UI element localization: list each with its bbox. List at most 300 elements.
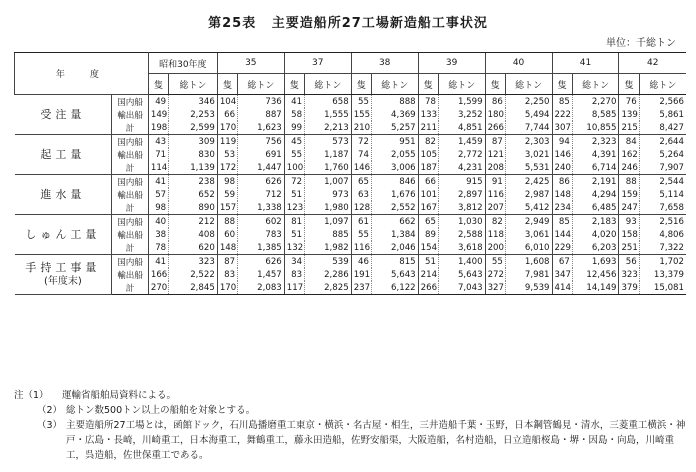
tonnage-cell: 2,544 — [639, 175, 686, 189]
ship-count-cell: 61 — [351, 215, 371, 229]
ship-count-cell: 78 — [418, 95, 438, 109]
tonnage-cell: 1,599 — [438, 95, 485, 109]
ship-count-cell: 270 — [148, 281, 168, 295]
ship-count-cell: 71 — [148, 148, 168, 161]
tonnage-header: 総トン — [438, 74, 485, 95]
note-item — [14, 403, 686, 418]
category-label — [15, 255, 112, 295]
ship-count-cell: 88 — [619, 175, 639, 189]
ship-count-cell: 170 — [217, 281, 237, 295]
tonnage-cell: 7,043 — [438, 281, 485, 295]
ship-count-cell: 327 — [485, 281, 505, 295]
tonnage-cell: 620 — [169, 241, 218, 255]
tonnage-cell: 3,618 — [438, 241, 485, 255]
tonnage-cell: 1,980 — [305, 201, 352, 215]
tonnage-cell: 1,385 — [238, 241, 285, 255]
ship-count-cell: 100 — [284, 161, 304, 175]
ship-count-cell: 81 — [284, 215, 304, 229]
tonnage-cell: 2,566 — [639, 95, 686, 109]
table-title-text: 主要造船所27工場新造船工事状況 — [271, 16, 488, 31]
note-key: （2） — [36, 405, 62, 416]
ship-count-cell: 119 — [217, 135, 237, 149]
tonnage-cell: 2,253 — [169, 108, 218, 121]
category-label — [15, 215, 112, 255]
sub-label: 計 — [112, 241, 149, 255]
table-row — [15, 268, 687, 281]
ship-count-cell: 170 — [217, 121, 237, 135]
ship-count-cell: 180 — [485, 108, 505, 121]
ship-count-cell: 65 — [351, 175, 371, 189]
ship-count-cell: 87 — [485, 135, 505, 149]
ship-count-cell: 98 — [217, 175, 237, 189]
ship-count-cell: 87 — [217, 255, 237, 269]
ship-count-cell: 166 — [148, 268, 168, 281]
sub-label: 輸出船 — [112, 228, 149, 241]
ship-count-cell: 85 — [552, 95, 572, 109]
ship-count-cell: 38 — [148, 228, 168, 241]
tonnage-cell: 15,081 — [639, 281, 686, 295]
ship-count-cell: 222 — [552, 108, 572, 121]
tonnage-cell: 14,149 — [572, 281, 619, 295]
ship-count-cell: 148 — [552, 188, 572, 201]
tonnage-cell: 4,851 — [438, 121, 485, 135]
year-header: 38 — [351, 53, 418, 74]
tonnage-header: 総トン — [169, 74, 218, 95]
tonnage-cell: 602 — [238, 215, 285, 229]
tonnage-cell: 1,139 — [169, 161, 218, 175]
ship-count-cell: 207 — [485, 201, 505, 215]
tonnage-cell: 4,231 — [438, 161, 485, 175]
ship-count-cell: 307 — [552, 121, 572, 135]
tonnage-cell: 2,588 — [438, 228, 485, 241]
year-header: 42 — [619, 53, 686, 74]
ship-count-cell: 214 — [418, 268, 438, 281]
note-item — [14, 418, 686, 463]
ship-count-cell: 43 — [148, 135, 168, 149]
sub-label: 計 — [112, 201, 149, 215]
tonnage-cell: 4,369 — [371, 108, 418, 121]
tonnage-cell: 212 — [169, 215, 218, 229]
sub-label: 国内船 — [112, 255, 149, 269]
sub-label: 輸出船 — [112, 148, 149, 161]
tonnage-cell: 915 — [438, 175, 485, 189]
sub-label: 計 — [112, 121, 149, 135]
tonnage-cell: 5,257 — [371, 121, 418, 135]
tonnage-cell: 6,714 — [572, 161, 619, 175]
tonnage-cell: 951 — [371, 135, 418, 149]
tonnage-cell: 4,294 — [572, 188, 619, 201]
category-label-text: 起工量 — [40, 148, 86, 161]
tonnage-cell: 2,552 — [371, 201, 418, 215]
note-text: 総トン数500トン以上の船舶を対象とする。 — [66, 405, 256, 416]
ship-count-cell: 149 — [148, 108, 168, 121]
tonnage-cell: 4,391 — [572, 148, 619, 161]
tonnage-cell: 408 — [169, 228, 218, 241]
tonnage-cell: 2,425 — [505, 175, 552, 189]
tonnage-cell: 5,264 — [639, 148, 686, 161]
category-label — [15, 135, 112, 175]
tonnage-cell: 2,644 — [639, 135, 686, 149]
ship-count-cell: 34 — [284, 255, 304, 269]
tonnage-cell: 309 — [169, 135, 218, 149]
ship-count-cell: 82 — [418, 135, 438, 149]
ship-count-cell: 76 — [619, 95, 639, 109]
ship-count-cell: 121 — [485, 148, 505, 161]
year-header-row — [15, 53, 687, 74]
table-row — [15, 121, 687, 135]
ship-count-cell: 208 — [485, 161, 505, 175]
sub-label: 計 — [112, 281, 149, 295]
ship-count-cell: 146 — [351, 161, 371, 175]
ship-count-cell: 157 — [217, 201, 237, 215]
table-row — [15, 201, 687, 215]
tonnage-cell: 346 — [169, 95, 218, 109]
table-row — [15, 228, 687, 241]
ship-count-cell: 105 — [418, 148, 438, 161]
table-title — [0, 12, 696, 31]
tonnage-cell: 3,006 — [371, 161, 418, 175]
ship-count-cell: 91 — [485, 175, 505, 189]
note-key: （3） — [36, 420, 62, 431]
ship-count-cell: 116 — [351, 241, 371, 255]
ship-count-cell: 84 — [619, 135, 639, 149]
tonnage-cell: 6,485 — [572, 201, 619, 215]
tonnage-cell: 1,555 — [305, 108, 352, 121]
ship-count-cell: 133 — [418, 108, 438, 121]
table-row — [15, 95, 687, 109]
tonnage-cell: 539 — [305, 255, 352, 269]
ship-count-cell: 51 — [284, 228, 304, 241]
ship-count-cell: 123 — [284, 201, 304, 215]
ship-count-cell: 198 — [148, 121, 168, 135]
tonnage-cell: 1,623 — [238, 121, 285, 135]
ship-count-cell: 78 — [148, 241, 168, 255]
tonnage-cell: 6,122 — [371, 281, 418, 295]
category-label-note: (年度末) — [44, 276, 82, 287]
count-header: 隻 — [284, 74, 304, 95]
ship-count-cell: 94 — [552, 135, 572, 149]
tonnage-cell: 2,250 — [505, 95, 552, 109]
ship-count-cell: 72 — [351, 135, 371, 149]
sub-label: 輸出船 — [112, 268, 149, 281]
table-row — [15, 108, 687, 121]
count-header: 隻 — [619, 74, 639, 95]
ship-count-cell: 41 — [148, 175, 168, 189]
tonnage-cell: 6,010 — [505, 241, 552, 255]
ship-count-cell: 211 — [418, 121, 438, 135]
ship-count-cell: 82 — [485, 215, 505, 229]
tonnage-cell: 1,007 — [305, 175, 352, 189]
unit-label: 単位：千総トン — [606, 38, 676, 49]
sub-label: 計 — [112, 161, 149, 175]
table-row — [15, 281, 687, 295]
tonnage-cell: 5,412 — [505, 201, 552, 215]
ship-count-cell: 187 — [418, 161, 438, 175]
count-header: 隻 — [552, 74, 572, 95]
ship-count-cell: 117 — [284, 281, 304, 295]
ship-count-cell: 251 — [619, 241, 639, 255]
count-header: 隻 — [418, 74, 438, 95]
ship-count-cell: 237 — [351, 281, 371, 295]
ship-count-cell: 51 — [284, 188, 304, 201]
tonnage-cell: 1,982 — [305, 241, 352, 255]
table-row — [15, 135, 687, 149]
tonnage-cell: 2,055 — [371, 148, 418, 161]
tonnage-cell: 3,252 — [438, 108, 485, 121]
ship-count-cell: 86 — [485, 95, 505, 109]
tonnage-cell: 2,046 — [371, 241, 418, 255]
sub-label: 国内船 — [112, 215, 149, 229]
ship-count-cell: 88 — [217, 215, 237, 229]
ship-count-cell: 55 — [351, 228, 371, 241]
tonnage-cell: 1,338 — [238, 201, 285, 215]
ship-count-cell: 65 — [418, 215, 438, 229]
tonnage-cell: 626 — [238, 175, 285, 189]
table-row — [15, 188, 687, 201]
ship-count-cell: 51 — [418, 255, 438, 269]
table-row — [15, 148, 687, 161]
category-label-text: 手持工事量 — [25, 261, 101, 274]
ship-count-cell: 56 — [619, 255, 639, 269]
tonnage-cell: 1,457 — [238, 268, 285, 281]
tonnage-cell: 13,379 — [639, 268, 686, 281]
tonnage-cell: 5,643 — [438, 268, 485, 281]
tonnage-cell: 830 — [169, 148, 218, 161]
tonnage-cell: 5,861 — [639, 108, 686, 121]
sub-label: 輸出船 — [112, 188, 149, 201]
tonnage-cell: 2,772 — [438, 148, 485, 161]
tonnage-header: 総トン — [505, 74, 552, 95]
tonnage-cell: 2,191 — [572, 175, 619, 189]
ship-count-cell: 247 — [619, 201, 639, 215]
tonnage-cell: 1,702 — [639, 255, 686, 269]
tonnage-cell: 10,855 — [572, 121, 619, 135]
ship-count-cell: 132 — [284, 241, 304, 255]
ship-count-cell: 98 — [148, 201, 168, 215]
shipbuilding-table — [14, 52, 686, 295]
tonnage-cell: 7,907 — [639, 161, 686, 175]
ship-count-cell: 146 — [552, 148, 572, 161]
ship-count-cell: 323 — [619, 268, 639, 281]
table-row — [15, 255, 687, 269]
tonnage-cell: 7,744 — [505, 121, 552, 135]
ship-count-cell: 104 — [217, 95, 237, 109]
ship-count-cell: 128 — [351, 201, 371, 215]
tonnage-cell: 5,531 — [505, 161, 552, 175]
ship-count-cell: 240 — [552, 161, 572, 175]
notes — [14, 388, 686, 463]
ship-count-cell: 379 — [619, 281, 639, 295]
ship-count-cell: 83 — [284, 268, 304, 281]
count-header: 隻 — [485, 74, 505, 95]
tonnage-cell: 658 — [305, 95, 352, 109]
ship-count-cell: 46 — [351, 255, 371, 269]
ship-count-cell: 101 — [418, 188, 438, 201]
tonnage-cell: 652 — [169, 188, 218, 201]
ship-count-cell: 266 — [418, 281, 438, 295]
tonnage-header: 総トン — [639, 74, 686, 95]
ship-count-cell: 246 — [619, 161, 639, 175]
tonnage-cell: 9,539 — [505, 281, 552, 295]
ship-count-cell: 60 — [217, 228, 237, 241]
tonnage-cell: 2,845 — [169, 281, 218, 295]
tonnage-cell: 2,286 — [305, 268, 352, 281]
ship-count-cell: 158 — [619, 228, 639, 241]
tonnage-cell: 691 — [238, 148, 285, 161]
tonnage-header: 総トン — [572, 74, 619, 95]
category-label — [15, 175, 112, 215]
note-text: 主要造船所27工場とは，函館ドック，石川島播磨重工東京・横浜・名古屋・相生，三井造船千葉・玉野，日本鋼管鶴見・清水，三菱重工横浜・神戸・広島・長崎，川崎重工，日本海重工，舞鶴重工，藤永田造船，佐野安船渠，大阪造船，名村造船，日立造船桜島・堺・因島・向島，川崎重工，呉造船，佐世保重工である。 — [66, 420, 686, 461]
tonnage-cell: 1,030 — [438, 215, 485, 229]
year-header: 41 — [552, 53, 619, 74]
tonnage-cell: 323 — [169, 255, 218, 269]
sub-label: 国内船 — [112, 175, 149, 189]
ship-count-cell: 172 — [217, 161, 237, 175]
ship-count-cell: 215 — [619, 121, 639, 135]
tonnage-header: 総トン — [305, 74, 352, 95]
tonnage-cell: 973 — [305, 188, 352, 201]
tonnage-cell: 4,020 — [572, 228, 619, 241]
ship-count-cell: 167 — [418, 201, 438, 215]
ship-count-cell: 41 — [284, 95, 304, 109]
tonnage-cell: 1,384 — [371, 228, 418, 241]
ship-count-cell: 99 — [284, 121, 304, 135]
tonnage-cell: 1,187 — [305, 148, 352, 161]
note-item — [14, 388, 686, 403]
tonnage-cell: 2,987 — [505, 188, 552, 201]
tonnage-cell: 1,608 — [505, 255, 552, 269]
tonnage-cell: 5,494 — [505, 108, 552, 121]
tonnage-cell: 1,097 — [305, 215, 352, 229]
ship-count-cell: 63 — [351, 188, 371, 201]
tonnage-cell: 2,599 — [169, 121, 218, 135]
count-header: 隻 — [148, 74, 168, 95]
ship-count-cell: 45 — [284, 135, 304, 149]
table-row — [15, 175, 687, 189]
ship-count-cell: 191 — [351, 268, 371, 281]
table-row — [15, 161, 687, 175]
count-header: 隻 — [217, 74, 237, 95]
tonnage-cell: 5,643 — [371, 268, 418, 281]
ship-count-cell: 272 — [485, 268, 505, 281]
year-header: 37 — [284, 53, 351, 74]
ship-count-cell: 55 — [351, 95, 371, 109]
ship-count-cell: 67 — [552, 255, 572, 269]
ship-count-cell: 74 — [351, 148, 371, 161]
row-label-header: 年 度 — [15, 53, 149, 95]
category-label-text: しゅん工量 — [25, 228, 101, 241]
ship-count-cell: 66 — [217, 108, 237, 121]
ship-count-cell: 162 — [619, 148, 639, 161]
tonnage-cell: 12,456 — [572, 268, 619, 281]
ship-count-cell: 93 — [619, 215, 639, 229]
year-header: 昭和30年度 — [148, 53, 217, 74]
ship-count-cell: 59 — [217, 188, 237, 201]
tonnage-cell: 815 — [371, 255, 418, 269]
tonnage-cell: 888 — [371, 95, 418, 109]
sub-label: 輸出船 — [112, 108, 149, 121]
tonnage-cell: 4,806 — [639, 228, 686, 241]
ship-count-cell: 89 — [418, 228, 438, 241]
tonnage-cell: 8,585 — [572, 108, 619, 121]
tonnage-cell: 1,693 — [572, 255, 619, 269]
ship-count-cell: 347 — [552, 268, 572, 281]
sub-label: 国内船 — [112, 135, 149, 149]
category-label-text: 進水量 — [40, 188, 86, 201]
ship-count-cell: 148 — [217, 241, 237, 255]
tonnage-cell: 7,658 — [639, 201, 686, 215]
ship-count-cell: 53 — [217, 148, 237, 161]
category-label-text: 受注量 — [40, 108, 86, 121]
tonnage-cell: 3,021 — [505, 148, 552, 161]
ship-count-cell: 66 — [418, 175, 438, 189]
ship-count-cell: 55 — [284, 148, 304, 161]
ship-count-cell: 210 — [351, 121, 371, 135]
tonnage-cell: 2,897 — [438, 188, 485, 201]
ship-count-cell: 55 — [485, 255, 505, 269]
table-row — [15, 241, 687, 255]
tonnage-cell: 1,447 — [238, 161, 285, 175]
sub-label: 国内船 — [112, 95, 149, 109]
tonnage-cell: 8,427 — [639, 121, 686, 135]
tonnage-cell: 2,270 — [572, 95, 619, 109]
ship-count-cell: 116 — [485, 188, 505, 201]
tonnage-cell: 2,825 — [305, 281, 352, 295]
tonnage-cell: 7,981 — [505, 268, 552, 281]
tonnage-cell: 2,183 — [572, 215, 619, 229]
note-key: 注（1） — [14, 390, 49, 401]
tonnage-cell: 2,303 — [505, 135, 552, 149]
ship-count-cell: 57 — [148, 188, 168, 201]
category-label — [15, 95, 112, 135]
tonnage-cell: 2,522 — [169, 268, 218, 281]
tonnage-cell: 1,400 — [438, 255, 485, 269]
ship-count-cell: 118 — [485, 228, 505, 241]
ship-count-cell: 200 — [485, 241, 505, 255]
tonnage-cell: 756 — [238, 135, 285, 149]
tonnage-cell: 2,323 — [572, 135, 619, 149]
tonnage-cell: 1,760 — [305, 161, 352, 175]
note-text: 運輸省船舶局資料による。 — [62, 390, 177, 401]
tonnage-cell: 887 — [238, 108, 285, 121]
tonnage-cell: 3,812 — [438, 201, 485, 215]
ship-count-cell: 83 — [217, 268, 237, 281]
tonnage-cell: 1,676 — [371, 188, 418, 201]
tonnage-cell: 846 — [371, 175, 418, 189]
ship-count-cell: 114 — [148, 161, 168, 175]
ship-count-cell: 266 — [485, 121, 505, 135]
tonnage-cell: 1,459 — [438, 135, 485, 149]
tonnage-cell: 2,213 — [305, 121, 352, 135]
tonnage-cell: 890 — [169, 201, 218, 215]
year-header: 39 — [418, 53, 485, 74]
tonnage-cell: 712 — [238, 188, 285, 201]
tonnage-cell: 6,203 — [572, 241, 619, 255]
tonnage-cell: 2,516 — [639, 215, 686, 229]
ship-count-cell: 41 — [148, 255, 168, 269]
tonnage-cell: 783 — [238, 228, 285, 241]
count-header: 隻 — [351, 74, 371, 95]
year-header: 40 — [485, 53, 552, 74]
table-row — [15, 215, 687, 229]
ship-count-cell: 144 — [552, 228, 572, 241]
ship-count-cell: 414 — [552, 281, 572, 295]
ship-count-cell: 229 — [552, 241, 572, 255]
tonnage-cell: 2,949 — [505, 215, 552, 229]
ship-count-cell: 86 — [552, 175, 572, 189]
tonnage-cell: 662 — [371, 215, 418, 229]
tonnage-cell: 238 — [169, 175, 218, 189]
